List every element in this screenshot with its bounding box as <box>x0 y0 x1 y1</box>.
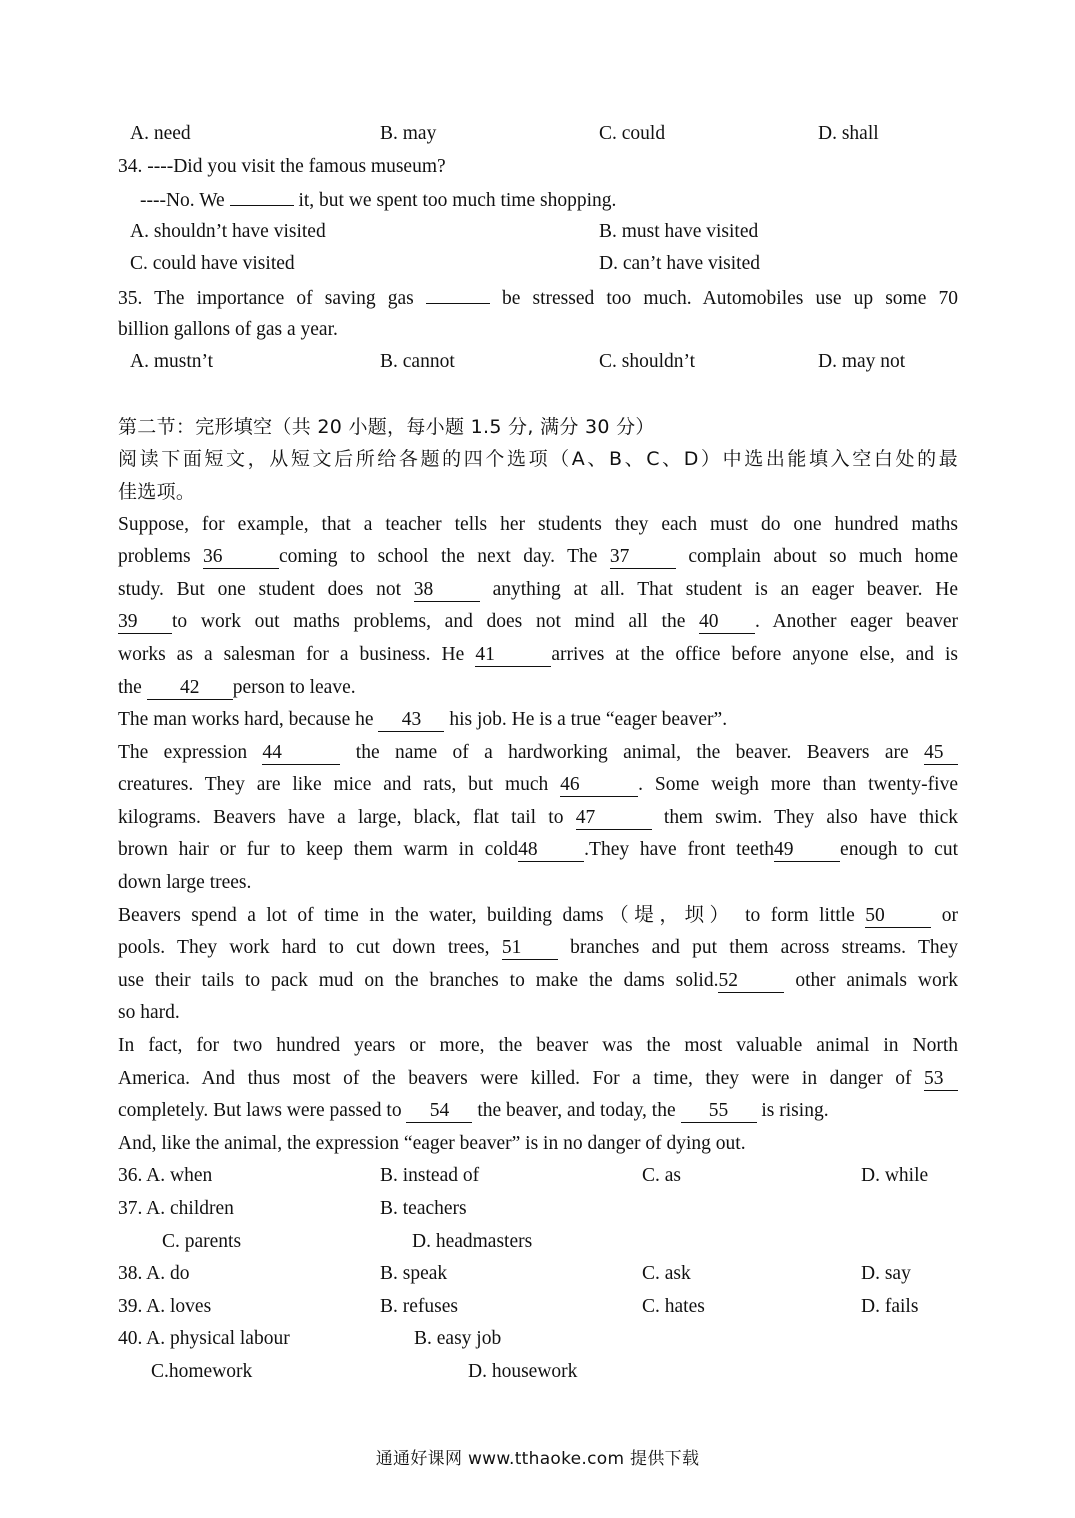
q37-option-a: 37. A. children <box>118 1198 234 1219</box>
q36-options <box>118 1160 958 1193</box>
q36-option-c: C. as <box>642 1165 681 1187</box>
blank-43: 43 <box>378 709 444 732</box>
passage-text: anything at all. That student is an eager beaver. He <box>479 578 958 600</box>
passage-line-13 <box>118 900 958 933</box>
passage-text: brown hair or fur to keep them warm in cold <box>118 839 519 861</box>
passage-line-10 <box>118 802 958 835</box>
q38-options <box>118 1258 958 1291</box>
passage-text: completely. But laws were passed to <box>118 1100 407 1122</box>
blank-46: 46 <box>560 774 638 797</box>
passage-line-1: Suppose, for example, that a teacher tells her students they each must do one hundred maths <box>118 513 958 535</box>
section2-heading: 第二节：完形填空（共 20 小题，每小题 1.5 分, 满分 30 分） <box>118 415 655 438</box>
blank-44: 44 <box>262 742 340 765</box>
q34-option-a: A. shouldn’t have visited <box>130 220 326 242</box>
blank-53: 53 <box>924 1068 958 1091</box>
q33-option-d: D. shall <box>818 123 879 144</box>
q39-option-a: 39. A. loves <box>118 1295 212 1317</box>
blank-55: 55 <box>681 1100 757 1123</box>
q34-reply-post: it, but we spent too much time shopping. <box>293 190 617 212</box>
passage-line-3 <box>118 574 958 607</box>
blank-47: 47 <box>576 807 652 830</box>
q33-option-a: A. need <box>130 123 191 144</box>
passage-text: problems <box>118 546 204 568</box>
q40-options-row2 <box>118 1356 958 1389</box>
q37-options-row1 <box>118 1193 958 1226</box>
passage-text: The man works hard, because he <box>118 709 379 731</box>
q35-stem <box>118 281 958 314</box>
q36-option-d: D. while <box>861 1165 929 1187</box>
blank-42: 42 <box>147 677 233 700</box>
q36-option-b: B. instead of <box>380 1165 480 1187</box>
passage-line-11 <box>118 834 958 867</box>
q35-option-a: A. mustn’t <box>130 351 214 373</box>
q33-options <box>118 118 958 151</box>
blank-45: 45 <box>924 742 958 765</box>
q39-options <box>118 1291 958 1324</box>
passage-text: . Another eager beaver <box>755 611 958 633</box>
blank-41: 41 <box>475 644 551 667</box>
passage-line-14 <box>118 932 958 965</box>
q34-options-row2 <box>118 248 958 281</box>
passage-text: his job. He is a true “eager beaver”. <box>444 709 728 731</box>
q40-option-b: B. easy job <box>414 1328 502 1350</box>
blank-50: 50 <box>865 905 931 928</box>
passage-line-5 <box>118 639 958 672</box>
passage-text: person to leave. <box>232 676 356 698</box>
passage-line-17: In fact, for two hundred years or more, the beaver was the most valuable animal in North <box>118 1035 958 1057</box>
blank-51: 51 <box>502 937 558 960</box>
q35-options <box>118 346 958 379</box>
passage-line-16: so hard. <box>118 1002 180 1024</box>
q35-option-d: D. may not <box>818 351 906 373</box>
q38-option-b: B. speak <box>380 1263 448 1285</box>
q34-stem: 34. ----Did you visit the famous museum? <box>118 155 446 177</box>
q35-post: be stressed too much. Automobiles use up some 70 <box>489 287 958 309</box>
q33-option-b: B. may <box>380 123 437 144</box>
q35-option-b: B. cannot <box>380 351 455 373</box>
q34-option-b: B. must have visited <box>599 220 759 242</box>
passage-line-19 <box>118 1095 958 1128</box>
passage-text: other animals work <box>784 969 959 991</box>
passage-line-4 <box>118 606 958 639</box>
passage-text: study. But one student does not <box>118 578 414 600</box>
blank-48: 48 <box>518 839 584 862</box>
blank-37: 37 <box>610 546 676 569</box>
q34-option-d: D. can’t have visited <box>599 253 761 275</box>
passage-line-15 <box>118 965 958 998</box>
q40-option-a: 40. A. physical labour <box>118 1328 290 1350</box>
passage-text: branches and put them across streams. They <box>557 937 959 959</box>
passage-text: The expression <box>118 741 263 763</box>
page-footer: 通通好课网 www.tthaoke.com 提供下载 <box>375 1449 700 1469</box>
blank-54: 54 <box>406 1100 472 1123</box>
q34-reply <box>118 183 958 216</box>
blank-40: 40 <box>699 611 755 634</box>
passage-text: the name of a hardworking animal, the beaver. Beavers are <box>340 741 925 763</box>
passage-text: complain about so much home <box>675 546 958 568</box>
q34-reply-pre: ----No. We <box>140 190 230 212</box>
q38-option-a: 38. A. do <box>118 1263 190 1285</box>
passage-text: arrives at the office before anyone else, and is <box>551 643 958 665</box>
section-gap <box>118 379 958 411</box>
blank-36: 36 <box>203 546 279 569</box>
passage-line-2 <box>118 541 958 574</box>
passage-line-8 <box>118 737 958 770</box>
q40-option-c: C.homework <box>151 1360 253 1382</box>
passage-text: the <box>118 676 147 698</box>
passage-text: is rising. <box>756 1100 829 1122</box>
q35-pre: 35. The importance of saving gas <box>118 287 426 309</box>
section2-instruction-2: 佳选项。 <box>118 480 196 503</box>
passage-text: or <box>931 904 959 926</box>
q37-option-b: B. teachers <box>380 1198 467 1219</box>
q35-blank <box>426 281 490 304</box>
blank-52: 52 <box>718 970 784 993</box>
passage-text: .They have front teeth <box>584 839 775 861</box>
passage-line-18 <box>118 1063 958 1096</box>
passage-text: enough to cut <box>840 839 958 861</box>
q34-option-c: C. could have visited <box>130 253 295 275</box>
passage-text: creatures. They are like mice and rats, but much <box>118 774 561 796</box>
q35-stem-line2: billion gallons of gas a year. <box>118 318 338 340</box>
passage-text: to work out maths problems, and does not mind all the <box>172 611 700 633</box>
blank-38: 38 <box>414 579 480 602</box>
q40-option-d: D. housework <box>468 1360 578 1382</box>
q35-option-c: C. shouldn’t <box>599 351 696 373</box>
q34-blank <box>230 183 294 206</box>
passage-text: pools. They work hard to cut down trees, <box>118 937 502 959</box>
passage-text: kilograms. Beavers have a large, black, flat tail to <box>118 806 576 828</box>
passage-text: . Some weigh more than twenty-five <box>638 774 958 796</box>
passage-text: America. And thus most of the beavers were killed. For a time, they were in danger of <box>118 1067 924 1089</box>
q37-option-c: C. parents <box>162 1230 242 1252</box>
q39-option-d: D. fails <box>861 1295 919 1317</box>
passage-text: use their tails to pack mud on the branches to make the dams solid. <box>118 969 719 991</box>
q37-option-d: D. headmasters <box>412 1230 533 1252</box>
q39-option-b: B. refuses <box>380 1295 458 1317</box>
passage-text: works as a salesman for a business. He <box>118 643 476 665</box>
blank-49: 49 <box>774 839 840 862</box>
passage-text: them swim. They also have thick <box>651 806 958 828</box>
passage-text: coming to school the next day. The <box>279 546 610 568</box>
q39-option-c: C. hates <box>642 1295 705 1317</box>
passage-line-6 <box>118 672 958 705</box>
exam-page <box>118 118 958 1389</box>
passage-text: Beavers spend a lot of time in the water, building dams（堤，坝） to form little <box>118 904 866 926</box>
passage-line-9 <box>118 769 958 802</box>
passage-line-12: down large trees. <box>118 872 252 894</box>
q37-options-row2 <box>118 1226 958 1259</box>
passage-line-7 <box>118 704 958 737</box>
q36-option-a: 36. A. when <box>118 1165 213 1187</box>
q38-option-c: C. ask <box>642 1263 691 1285</box>
passage-text: the beaver, and today, the <box>472 1100 681 1122</box>
q34-options-row1 <box>118 216 958 249</box>
section2-instruction-1: 阅读下面短文，从短文后所给各题的四个选项（A、B、C、D）中选出能填入空白处的最 <box>118 448 958 471</box>
q33-option-c: C. could <box>599 123 666 144</box>
q38-option-d: D. say <box>861 1263 911 1285</box>
passage-line-20: And, like the animal, the expression “eager beaver” is in no danger of dying out. <box>118 1132 746 1154</box>
blank-39: 39 <box>118 611 172 634</box>
q40-options-row1 <box>118 1323 958 1356</box>
